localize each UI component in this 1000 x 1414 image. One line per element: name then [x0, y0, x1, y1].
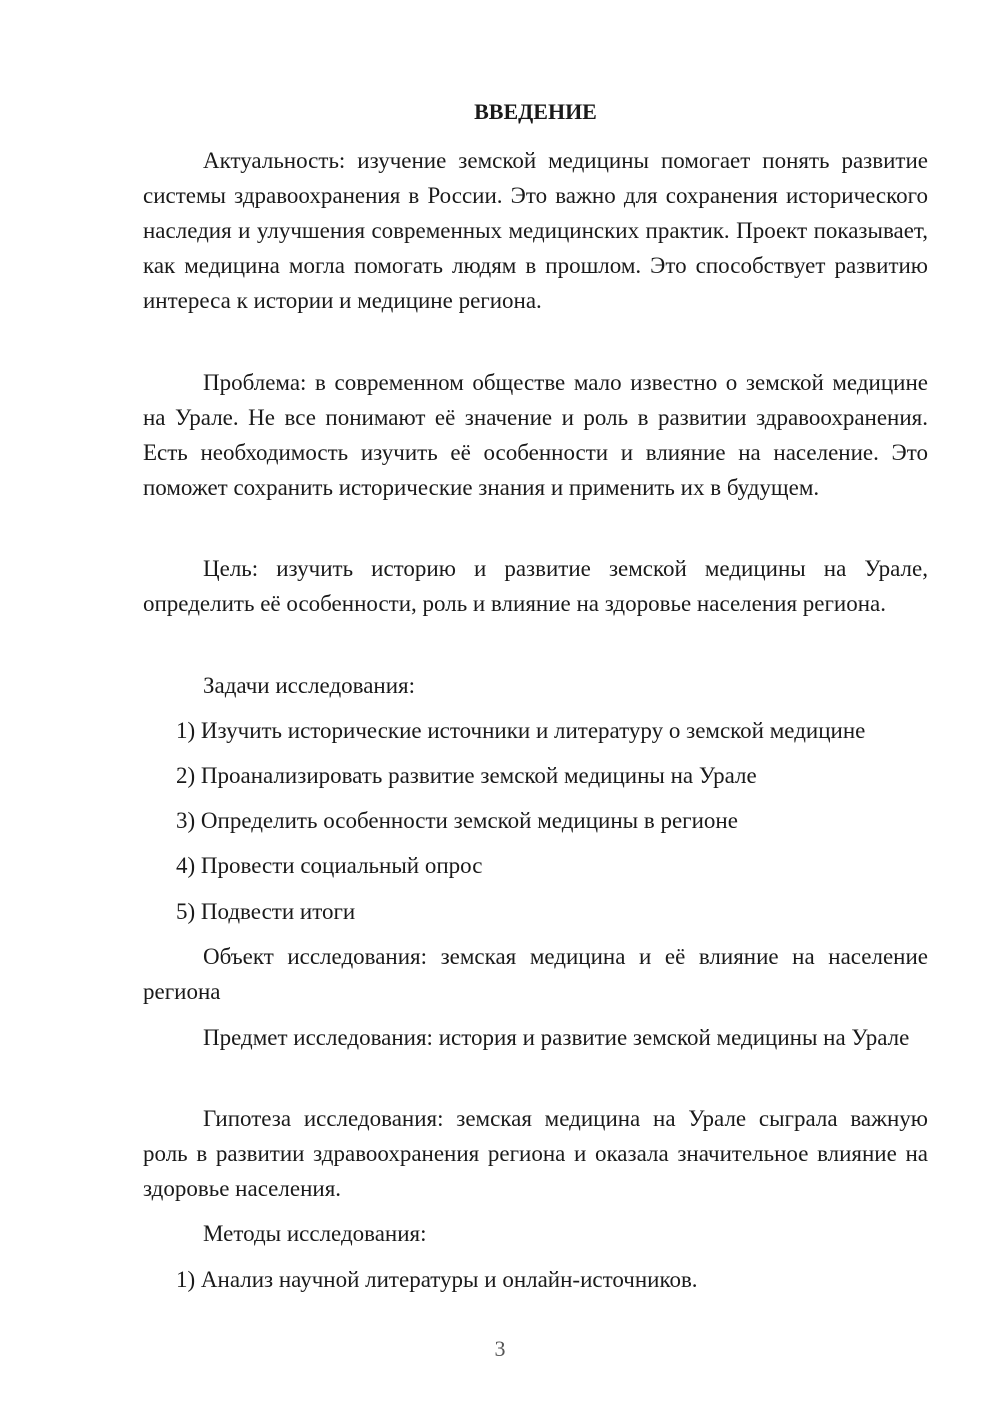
goal-paragraph: Цель: изучить историю и развитие земской медицины на Урале, определить её особенности, роль и влияние на здоровье населения региона.	[143, 556, 928, 616]
method-item-1: 1) Анализ научной литературы и онлайн-источников.	[176, 1267, 698, 1292]
tasks-title: Задачи исследования:	[203, 673, 416, 698]
task-item-2: 2) Проанализировать развитие земской медицины на Урале	[176, 763, 757, 788]
page-number: 3	[494, 1336, 506, 1361]
section-heading: ВВЕДЕНИЕ	[474, 99, 597, 124]
problem-paragraph: Проблема: в современном обществе мало известно о земской медицине на Урале. Не все понимают её значение и роль в развитии здравоохранения. Есть необходимость изучить её особенности и влияние на население. Это поможет сохранить исторические знания и применить их в будущем.	[143, 370, 928, 500]
methods-title: Методы исследования:	[203, 1221, 427, 1246]
task-item-4: 4) Провести социальный опрос	[176, 853, 483, 878]
task-item-1: 1) Изучить исторические источники и литературу о земской медицине	[176, 718, 866, 743]
subject-paragraph: Предмет исследования: история и развитие земской медицины на Урале	[203, 1025, 910, 1050]
relevance-paragraph: Актуальность: изучение земской медицины помогает понять развитие системы здравоохранения в России. Это важно для сохранения исторического наследия и улучшения современных медицинских практик. Проект показывает, как медицина могла помогать людям в прошлом. Это способствует развитию интереса к истории и медицине региона.	[143, 148, 928, 313]
hypothesis-paragraph: Гипотеза исследования: земская медицина на Урале сыграла важную роль в развитии здравоохранения региона и оказала значительное влияние на здоровье населения.	[143, 1106, 928, 1201]
object-paragraph: Объект исследования: земская медицина и её влияние на население региона	[143, 944, 928, 1004]
task-item-3: 3) Определить особенности земской медицины в регионе	[176, 808, 738, 833]
task-item-5: 5) Подвести итоги	[176, 899, 356, 924]
